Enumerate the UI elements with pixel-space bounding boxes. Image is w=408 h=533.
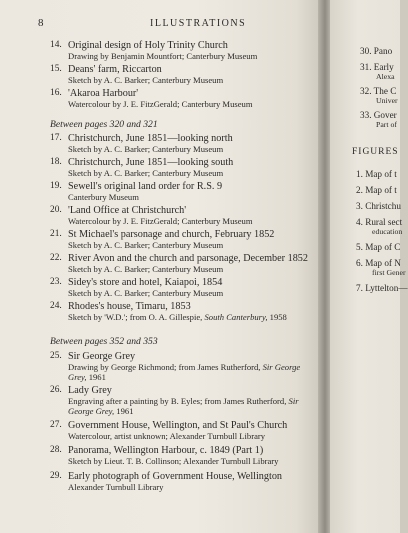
list-item: 17. Christchurch, June 1851—looking north Sketch by A. C. Barker; Canterbury Museum — [50, 133, 233, 154]
list-item: 19. Sewell's original land order for R.S. 9 Canterbury Museum — [50, 181, 223, 202]
list-item: 29. Early photograph of Government House, Wellington Alexander Turnbull Library — [50, 471, 283, 492]
list-item: 15. Deans' farm, Riccarton Sketch by A. C. Barker; Canterbury Museum — [50, 64, 224, 85]
list-item: 32. The C — [360, 86, 397, 96]
list-item: 1. Map of t — [356, 169, 397, 179]
list-item: 24. Rhodes's house, Timaru, 1853 Sketch by 'W.D.'; from O. A. Gillespie, South Canterbury, 1958 — [50, 301, 287, 322]
running-head: ILLUSTRATIONS — [150, 18, 247, 29]
list-item: 27. Government House, Wellington, and St Paul's Church Watercolour, artist unknown; Alexander Turnbull Library — [50, 420, 288, 441]
figures-heading: FIGURES — [352, 147, 399, 157]
list-item: 21. St Michael's parsonage and church, February 1852 Sketch by A. C. Barker; Canterbury Museum — [50, 229, 275, 250]
list-item-sub: Alexa — [376, 72, 395, 81]
list-item: 30. Pano — [360, 46, 393, 56]
list-item-sub: Part of — [376, 120, 398, 129]
page-number: 8 — [38, 17, 44, 29]
list-item: 20. 'Land Office at Christchurch' Watercolour by J. E. FitzGerald; Canterbury Museum — [50, 205, 253, 226]
list-item: 6. Map of N — [356, 258, 401, 268]
list-item: 26. Lady Grey Engraving after a painting by B. Eyles; from James Rutherford, Sir George Grey, 1961 — [50, 385, 299, 416]
list-item: 14. Original design of Holy Trinity Church Drawing by Benjamin Mountfort; Canterbury Museum — [50, 40, 258, 61]
list-item-sub: Univer — [376, 96, 398, 105]
list-item-sub: education — [372, 227, 403, 236]
list-item: 28. Panorama, Wellington Harbour, c. 1849 (Part 1) Sketch by Lieut. T. B. Collinson; Alexander Turnbull Library — [50, 445, 279, 466]
list-item-sub: first Gener — [372, 268, 406, 277]
list-item: 4. Rural sect — [356, 217, 403, 227]
list-item: 3. Christchu — [356, 201, 401, 211]
right-page — [330, 0, 408, 533]
list-item: 22. River Avon and the church and parsonage, December 1852 Sketch by A. C. Barker; Canterbury Museum — [50, 253, 308, 274]
list-item: 25. Sir George Grey Drawing by George Richmond; from James Rutherford, Sir George Grey, 1961 — [50, 351, 301, 382]
list-item: 18. Christchurch, June 1851—looking south Sketch by A. C. Barker; Canterbury Museum — [50, 157, 234, 178]
list-item: 7. Lyttelton— — [356, 283, 408, 293]
list-item: 31. Early — [360, 62, 394, 72]
list-item: 2. Map of t — [356, 185, 397, 195]
section-heading: Between pages 352 and 353 — [50, 336, 158, 347]
list-item: 5. Map of C — [356, 242, 401, 252]
section-heading: Between pages 320 and 321 — [50, 119, 158, 130]
list-item: 16. 'Akaroa Harbour' Watercolour by J. E. FitzGerald; Canterbury Museum — [50, 88, 253, 109]
list-item: 23. Sidey's store and hotel, Kaiapoi, 1854 Sketch by A. C. Barker; Canterbury Museum — [50, 277, 224, 298]
list-item: 33. Gover — [360, 110, 397, 120]
